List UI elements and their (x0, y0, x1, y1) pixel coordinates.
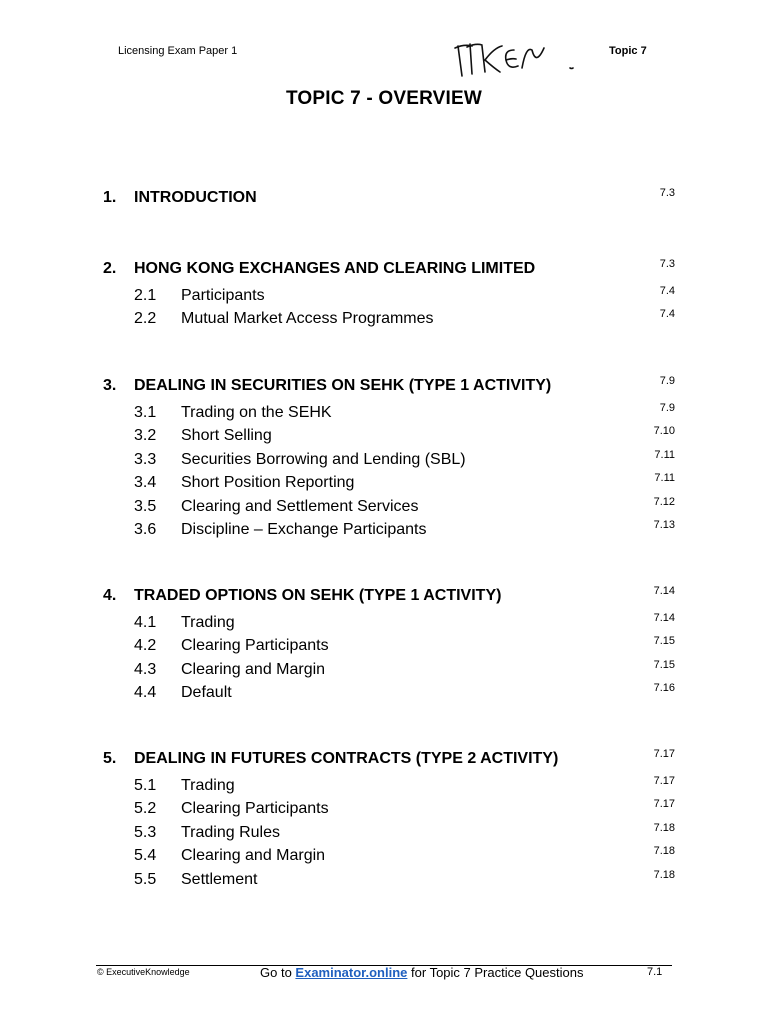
footer-copyright: © ExecutiveKnowledge (97, 967, 190, 977)
handwritten-signature (452, 38, 582, 80)
toc-subsection-number: 4.2 (134, 637, 157, 655)
toc-subsection-title: Trading (181, 777, 235, 794)
toc-subsection-title: Settlement (181, 870, 258, 888)
toc-subsection-page: 7.11 (654, 448, 675, 461)
toc-section-title: TRADED OPTIONS ON SEHK (TYPE 1 ACTIVITY) (134, 587, 502, 604)
toc-subsection (0, 427, 768, 449)
toc-subsection (0, 658, 768, 683)
toc-subsection (0, 474, 768, 496)
toc-subsection (0, 310, 768, 332)
toc-subsection-title: Short Selling (181, 427, 272, 445)
toc-subsection-title: Participants (181, 287, 265, 304)
toc-subsection-page: 7.13 (653, 519, 675, 531)
toc-subsection-page: 7.17 (653, 775, 675, 787)
toc-subsection-page: 7.18 (653, 845, 675, 858)
toc-subsection-title: Clearing and Margin (181, 660, 326, 678)
toc-subsection (0, 637, 768, 659)
toc-subsection-number: 3.6 (134, 521, 157, 538)
examinator-link[interactable]: Examinator.online (295, 965, 408, 980)
toc-subsection-title: Clearing and Margin (181, 847, 326, 865)
toc-subsection (0, 684, 768, 706)
toc-subsection-title: Trading on the SEHK (181, 404, 332, 421)
toc-section-number: 2. (103, 260, 117, 277)
page-title: TOPIC 7 - OVERVIEW (285, 88, 483, 109)
toc-subsection-page: 7.4 (659, 285, 675, 297)
toc-section-page: 7.14 (653, 585, 675, 597)
toc-subsection (0, 448, 768, 473)
toc-section (0, 260, 768, 282)
toc-section (0, 189, 768, 211)
toc-subsection-page: 7.12 (653, 495, 675, 508)
toc-subsection-title: Mutual Market Access Programmes (181, 310, 434, 328)
toc-subsection (0, 868, 768, 893)
toc-section (0, 750, 768, 772)
toc-subsection (0, 821, 768, 846)
toc-subsection-page: 7.16 (653, 682, 675, 695)
toc-subsection-number: 3.2 (134, 427, 157, 445)
toc-section-title: DEALING IN FUTURES CONTRACTS (TYPE 2 ACTIVITY) (134, 750, 559, 767)
toc-subsection-number: 4.4 (134, 684, 157, 702)
toc-subsection-page: 7.14 (653, 612, 675, 624)
toc-subsection-number: 4.1 (134, 614, 157, 631)
toc-subsection-number: 4.3 (134, 660, 157, 678)
toc-section-title: HONG KONG EXCHANGES AND CLEARING LIMITED (134, 260, 536, 277)
toc-subsection-title: Clearing Participants (181, 637, 329, 655)
toc-subsection-number: 5.1 (134, 777, 157, 794)
toc-section-page: 7.3 (659, 258, 675, 270)
toc-subsection-number: 5.3 (134, 823, 157, 841)
toc-subsection-title: Trading (181, 614, 235, 631)
toc-subsection-title: Default (181, 684, 232, 702)
toc-section-number: 5. (103, 750, 117, 767)
toc-section-page: 7.9 (659, 375, 675, 387)
toc-subsection (0, 521, 768, 543)
toc-section-number: 3. (103, 377, 117, 394)
toc-subsection-page: 7.10 (653, 425, 675, 438)
toc-section-title: DEALING IN SECURITIES ON SEHK (TYPE 1 ACTIVITY) (134, 377, 552, 394)
footer-suffix: for Topic 7 Practice Questions (407, 965, 584, 980)
toc-subsection-page: 7.18 (653, 868, 675, 881)
toc-subsection-title: Discipline – Exchange Participants (181, 521, 427, 538)
toc-subsection-page: 7.18 (653, 821, 675, 834)
toc-subsection-title: Trading Rules (181, 823, 281, 841)
header-paper-title: Licensing Exam Paper 1 (118, 45, 238, 57)
toc-subsection-number: 3.1 (134, 404, 157, 421)
toc-section-title: INTRODUCTION (134, 189, 257, 206)
toc-subsection-number: 5.4 (134, 847, 157, 865)
toc-section-number: 4. (103, 587, 117, 604)
toc-subsection (0, 800, 768, 822)
toc-section (0, 377, 768, 399)
toc-section-number: 1. (103, 189, 117, 206)
toc-subsection (0, 404, 768, 426)
toc-subsection-number: 2.2 (134, 310, 157, 328)
toc-subsection-title: Short Position Reporting (181, 474, 355, 492)
toc-subsection-page: 7.4 (659, 308, 675, 321)
toc-subsection-title: Clearing Participants (181, 800, 329, 818)
toc-subsection-number: 5.5 (134, 870, 157, 888)
toc-subsection-number: 5.2 (134, 800, 157, 818)
toc-subsection-title: Clearing and Settlement Services (181, 497, 419, 515)
toc-subsection (0, 287, 768, 309)
toc-subsection (0, 614, 768, 636)
toc-subsection-number: 2.1 (134, 287, 157, 304)
toc-subsection (0, 777, 768, 799)
toc-subsection-page: 7.15 (653, 635, 675, 648)
toc-subsection-page: 7.15 (653, 658, 675, 671)
toc-subsection-page: 7.9 (659, 402, 675, 414)
footer-promo (260, 965, 583, 980)
toc-subsection-number: 3.5 (134, 497, 157, 515)
footer-prefix: Go to (260, 965, 296, 980)
toc-section (0, 587, 768, 609)
toc-section-page: 7.3 (659, 187, 675, 199)
header-topic-label: Topic 7 (609, 45, 647, 57)
toc-subsection-page: 7.11 (654, 472, 675, 485)
toc-subsection-page: 7.17 (653, 798, 675, 811)
toc-subsection-number: 3.3 (134, 450, 157, 468)
toc-subsection-title: Securities Borrowing and Lending (SBL) (181, 450, 466, 468)
toc-subsection (0, 847, 768, 869)
footer-page-number: 7.1 (647, 966, 663, 978)
toc-subsection (0, 495, 768, 520)
toc-subsection-number: 3.4 (134, 474, 157, 492)
toc-section-page: 7.17 (653, 748, 675, 760)
